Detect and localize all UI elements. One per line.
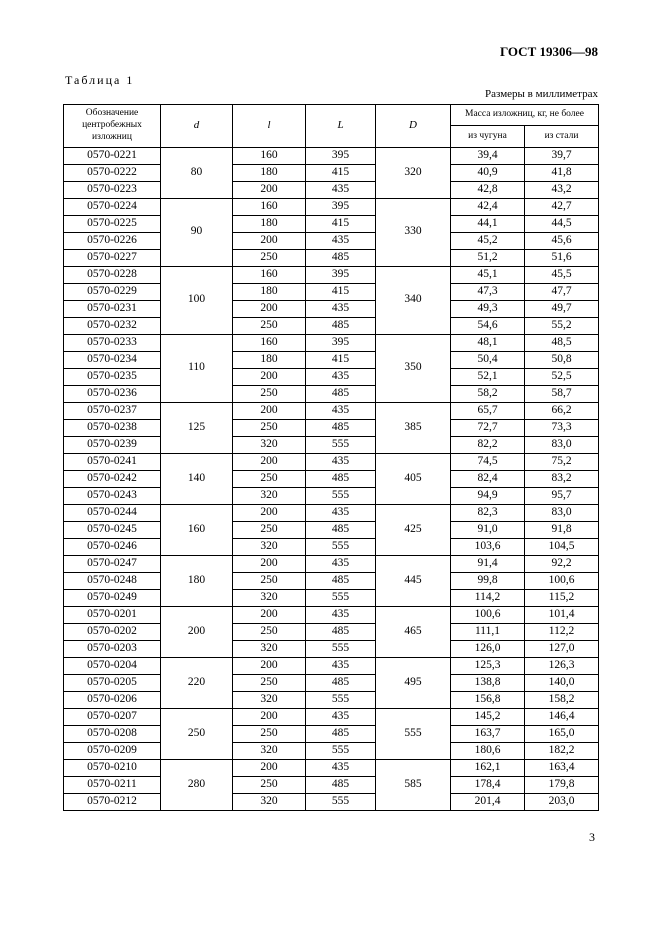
cell-mass-iron: 54,6	[451, 317, 525, 334]
table-row	[64, 351, 599, 368]
table-row	[64, 725, 599, 742]
cell-mass-iron: 201,4	[451, 793, 525, 810]
col-header-L: L	[306, 105, 376, 148]
cell-d: 220	[161, 657, 233, 708]
cell-d: 90	[161, 198, 233, 266]
cell-L: 435	[306, 453, 376, 470]
cell-designation: 0570-0231	[64, 300, 161, 317]
table-row	[64, 674, 599, 691]
cell-l: 250	[233, 385, 306, 402]
cell-mass-iron: 42,4	[451, 198, 525, 215]
table-row	[64, 640, 599, 657]
cell-designation: 0570-0202	[64, 623, 161, 640]
table-body	[64, 147, 599, 810]
cell-l: 250	[233, 470, 306, 487]
table-row	[64, 385, 599, 402]
table-row	[64, 606, 599, 623]
cell-designation: 0570-0224	[64, 198, 161, 215]
cell-L: 395	[306, 266, 376, 283]
col-header-designation: Обозначение центробежных изложниц	[64, 105, 161, 148]
table-row	[64, 215, 599, 232]
cell-mass-steel: 115,2	[525, 589, 599, 606]
cell-l: 320	[233, 640, 306, 657]
cell-l: 320	[233, 436, 306, 453]
cell-mass-steel: 44,5	[525, 215, 599, 232]
cell-l: 320	[233, 487, 306, 504]
cell-mass-iron: 91,4	[451, 555, 525, 572]
cell-mass-steel: 127,0	[525, 640, 599, 657]
cell-mass-iron: 42,8	[451, 181, 525, 198]
cell-D: 330	[376, 198, 451, 266]
cell-designation: 0570-0211	[64, 776, 161, 793]
cell-designation: 0570-0233	[64, 334, 161, 351]
cell-mass-iron: 156,8	[451, 691, 525, 708]
cell-l: 200	[233, 708, 306, 725]
cell-L: 485	[306, 521, 376, 538]
cell-L: 555	[306, 742, 376, 759]
cell-l: 180	[233, 351, 306, 368]
cell-L: 395	[306, 198, 376, 215]
cell-designation: 0570-0242	[64, 470, 161, 487]
cell-d: 100	[161, 266, 233, 334]
cell-L: 555	[306, 538, 376, 555]
col-header-mass-iron: из чугуна	[451, 126, 525, 147]
cell-mass-iron: 45,1	[451, 266, 525, 283]
cell-mass-iron: 138,8	[451, 674, 525, 691]
cell-mass-steel: 43,2	[525, 181, 599, 198]
table-row	[64, 300, 599, 317]
cell-mass-steel: 49,7	[525, 300, 599, 317]
cell-mass-iron: 48,1	[451, 334, 525, 351]
cell-designation: 0570-0205	[64, 674, 161, 691]
dimensions-table	[63, 104, 599, 811]
cell-mass-iron: 163,7	[451, 725, 525, 742]
cell-l: 250	[233, 249, 306, 266]
cell-l: 180	[233, 283, 306, 300]
cell-designation: 0570-0210	[64, 759, 161, 776]
cell-mass-steel: 83,0	[525, 504, 599, 521]
cell-mass-steel: 101,4	[525, 606, 599, 623]
cell-mass-iron: 51,2	[451, 249, 525, 266]
cell-designation: 0570-0248	[64, 572, 161, 589]
cell-D: 465	[376, 606, 451, 657]
cell-mass-steel: 91,8	[525, 521, 599, 538]
cell-l: 200	[233, 606, 306, 623]
table-caption: Таблица 1	[65, 73, 135, 87]
cell-l: 160	[233, 334, 306, 351]
col-header-d: d	[161, 105, 233, 148]
cell-designation: 0570-0221	[64, 147, 161, 164]
table-row	[64, 487, 599, 504]
cell-l: 160	[233, 147, 306, 164]
cell-D: 385	[376, 402, 451, 453]
cell-L: 485	[306, 674, 376, 691]
cell-L: 435	[306, 232, 376, 249]
cell-L: 485	[306, 572, 376, 589]
cell-mass-steel: 203,0	[525, 793, 599, 810]
cell-L: 435	[306, 402, 376, 419]
cell-d: 110	[161, 334, 233, 402]
cell-D: 340	[376, 266, 451, 334]
cell-L: 555	[306, 640, 376, 657]
cell-designation: 0570-0244	[64, 504, 161, 521]
table-row	[64, 283, 599, 300]
cell-mass-steel: 182,2	[525, 742, 599, 759]
cell-l: 250	[233, 776, 306, 793]
table-row	[64, 759, 599, 776]
cell-designation: 0570-0208	[64, 725, 161, 742]
cell-mass-iron: 178,4	[451, 776, 525, 793]
cell-mass-iron: 82,2	[451, 436, 525, 453]
table-row	[64, 555, 599, 572]
cell-mass-iron: 111,1	[451, 623, 525, 640]
cell-l: 250	[233, 674, 306, 691]
table-row	[64, 504, 599, 521]
table-row	[64, 589, 599, 606]
table-row	[64, 317, 599, 334]
cell-designation: 0570-0241	[64, 453, 161, 470]
cell-mass-iron: 145,2	[451, 708, 525, 725]
cell-d: 200	[161, 606, 233, 657]
cell-l: 200	[233, 453, 306, 470]
cell-l: 180	[233, 215, 306, 232]
cell-d: 125	[161, 402, 233, 453]
cell-designation: 0570-0209	[64, 742, 161, 759]
cell-L: 435	[306, 300, 376, 317]
cell-L: 415	[306, 351, 376, 368]
cell-l: 250	[233, 572, 306, 589]
table-row	[64, 198, 599, 215]
cell-d: 160	[161, 504, 233, 555]
table-row	[64, 164, 599, 181]
cell-mass-steel: 146,4	[525, 708, 599, 725]
table-row	[64, 436, 599, 453]
cell-D: 585	[376, 759, 451, 810]
table-row	[64, 232, 599, 249]
table-row	[64, 266, 599, 283]
cell-mass-steel: 45,5	[525, 266, 599, 283]
cell-designation: 0570-0239	[64, 436, 161, 453]
cell-d: 180	[161, 555, 233, 606]
cell-mass-steel: 52,5	[525, 368, 599, 385]
cell-mass-iron: 94,9	[451, 487, 525, 504]
cell-mass-iron: 72,7	[451, 419, 525, 436]
cell-L: 435	[306, 606, 376, 623]
cell-mass-iron: 103,6	[451, 538, 525, 555]
cell-designation: 0570-0204	[64, 657, 161, 674]
cell-D: 320	[376, 147, 451, 198]
cell-designation: 0570-0223	[64, 181, 161, 198]
cell-designation: 0570-0237	[64, 402, 161, 419]
cell-mass-iron: 114,2	[451, 589, 525, 606]
cell-D: 555	[376, 708, 451, 759]
cell-l: 200	[233, 368, 306, 385]
cell-d: 140	[161, 453, 233, 504]
cell-L: 415	[306, 215, 376, 232]
cell-designation: 0570-0243	[64, 487, 161, 504]
cell-designation: 0570-0203	[64, 640, 161, 657]
table-row	[64, 793, 599, 810]
cell-l: 200	[233, 232, 306, 249]
cell-L: 485	[306, 725, 376, 742]
cell-mass-iron: 180,6	[451, 742, 525, 759]
cell-mass-steel: 50,8	[525, 351, 599, 368]
cell-mass-steel: 165,0	[525, 725, 599, 742]
cell-mass-iron: 82,4	[451, 470, 525, 487]
cell-L: 485	[306, 470, 376, 487]
cell-L: 435	[306, 555, 376, 572]
cell-mass-steel: 73,3	[525, 419, 599, 436]
col-header-mass-steel: из стали	[525, 126, 599, 147]
cell-L: 485	[306, 776, 376, 793]
cell-designation: 0570-0222	[64, 164, 161, 181]
cell-mass-steel: 158,2	[525, 691, 599, 708]
cell-L: 555	[306, 589, 376, 606]
cell-designation: 0570-0234	[64, 351, 161, 368]
cell-designation: 0570-0236	[64, 385, 161, 402]
table-row	[64, 521, 599, 538]
cell-mass-iron: 65,7	[451, 402, 525, 419]
cell-L: 435	[306, 759, 376, 776]
cell-mass-iron: 125,3	[451, 657, 525, 674]
table-row	[64, 776, 599, 793]
cell-l: 320	[233, 538, 306, 555]
cell-L: 435	[306, 504, 376, 521]
col-header-D: D	[376, 105, 451, 148]
cell-mass-iron: 91,0	[451, 521, 525, 538]
cell-mass-iron: 50,4	[451, 351, 525, 368]
cell-L: 435	[306, 708, 376, 725]
table-row	[64, 708, 599, 725]
cell-l: 180	[233, 164, 306, 181]
cell-D: 445	[376, 555, 451, 606]
cell-mass-steel: 140,0	[525, 674, 599, 691]
cell-L: 485	[306, 385, 376, 402]
cell-mass-steel: 41,8	[525, 164, 599, 181]
cell-mass-iron: 162,1	[451, 759, 525, 776]
cell-mass-steel: 55,2	[525, 317, 599, 334]
cell-L: 555	[306, 793, 376, 810]
table-row	[64, 419, 599, 436]
table-row	[64, 147, 599, 164]
cell-mass-iron: 58,2	[451, 385, 525, 402]
cell-mass-iron: 126,0	[451, 640, 525, 657]
cell-mass-steel: 51,6	[525, 249, 599, 266]
cell-mass-iron: 99,8	[451, 572, 525, 589]
cell-mass-iron: 39,4	[451, 147, 525, 164]
table-header-row-1	[64, 105, 599, 126]
cell-designation: 0570-0238	[64, 419, 161, 436]
cell-L: 415	[306, 164, 376, 181]
cell-mass-steel: 83,2	[525, 470, 599, 487]
table-row	[64, 691, 599, 708]
cell-l: 200	[233, 657, 306, 674]
cell-l: 200	[233, 402, 306, 419]
cell-mass-iron: 74,5	[451, 453, 525, 470]
table-row	[64, 742, 599, 759]
cell-mass-steel: 47,7	[525, 283, 599, 300]
cell-l: 200	[233, 504, 306, 521]
cell-L: 395	[306, 147, 376, 164]
cell-l: 320	[233, 691, 306, 708]
table-row	[64, 453, 599, 470]
cell-mass-steel: 163,4	[525, 759, 599, 776]
cell-L: 485	[306, 249, 376, 266]
cell-designation: 0570-0207	[64, 708, 161, 725]
cell-designation: 0570-0235	[64, 368, 161, 385]
cell-l: 200	[233, 759, 306, 776]
cell-mass-steel: 48,5	[525, 334, 599, 351]
cell-L: 485	[306, 623, 376, 640]
table-row	[64, 334, 599, 351]
cell-mass-steel: 95,7	[525, 487, 599, 504]
page-number: 3	[589, 830, 595, 844]
cell-mass-iron: 82,3	[451, 504, 525, 521]
table-row	[64, 181, 599, 198]
table-header	[64, 105, 599, 148]
cell-l: 250	[233, 521, 306, 538]
table-row	[64, 470, 599, 487]
cell-mass-steel: 39,7	[525, 147, 599, 164]
cell-mass-iron: 49,3	[451, 300, 525, 317]
cell-L: 435	[306, 657, 376, 674]
cell-designation: 0570-0247	[64, 555, 161, 572]
cell-mass-iron: 47,3	[451, 283, 525, 300]
cell-L: 485	[306, 419, 376, 436]
col-header-mass: Масса изложниц, кг, не более	[451, 105, 599, 126]
cell-l: 160	[233, 266, 306, 283]
cell-mass-steel: 126,3	[525, 657, 599, 674]
cell-designation: 0570-0212	[64, 793, 161, 810]
cell-d: 80	[161, 147, 233, 198]
col-header-l: l	[233, 105, 306, 148]
cell-mass-steel: 100,6	[525, 572, 599, 589]
cell-L: 435	[306, 181, 376, 198]
cell-mass-steel: 83,0	[525, 436, 599, 453]
cell-L: 555	[306, 487, 376, 504]
table-row	[64, 572, 599, 589]
cell-l: 200	[233, 300, 306, 317]
cell-d: 280	[161, 759, 233, 810]
cell-mass-steel: 66,2	[525, 402, 599, 419]
cell-designation: 0570-0228	[64, 266, 161, 283]
cell-l: 200	[233, 181, 306, 198]
cell-designation: 0570-0246	[64, 538, 161, 555]
cell-l: 320	[233, 793, 306, 810]
cell-mass-iron: 40,9	[451, 164, 525, 181]
cell-mass-steel: 75,2	[525, 453, 599, 470]
cell-mass-iron: 100,6	[451, 606, 525, 623]
cell-mass-steel: 112,2	[525, 623, 599, 640]
cell-D: 405	[376, 453, 451, 504]
cell-l: 160	[233, 198, 306, 215]
table-row	[64, 368, 599, 385]
cell-mass-steel: 58,7	[525, 385, 599, 402]
cell-mass-steel: 104,5	[525, 538, 599, 555]
cell-d: 250	[161, 708, 233, 759]
cell-L: 555	[306, 691, 376, 708]
cell-designation: 0570-0245	[64, 521, 161, 538]
cell-l: 320	[233, 589, 306, 606]
cell-L: 485	[306, 317, 376, 334]
cell-D: 425	[376, 504, 451, 555]
cell-L: 415	[306, 283, 376, 300]
cell-l: 250	[233, 623, 306, 640]
cell-designation: 0570-0201	[64, 606, 161, 623]
cell-l: 250	[233, 317, 306, 334]
cell-D: 350	[376, 334, 451, 402]
cell-mass-steel: 92,2	[525, 555, 599, 572]
cell-l: 320	[233, 742, 306, 759]
cell-designation: 0570-0227	[64, 249, 161, 266]
cell-L: 435	[306, 368, 376, 385]
cell-mass-steel: 42,7	[525, 198, 599, 215]
cell-l: 250	[233, 419, 306, 436]
cell-mass-steel: 179,8	[525, 776, 599, 793]
units-note: Размеры в миллиметрах	[485, 88, 598, 100]
cell-designation: 0570-0232	[64, 317, 161, 334]
cell-designation: 0570-0225	[64, 215, 161, 232]
doc-number: ГОСТ 19306—98	[499, 44, 598, 59]
cell-designation: 0570-0206	[64, 691, 161, 708]
cell-L: 555	[306, 436, 376, 453]
cell-l: 250	[233, 725, 306, 742]
table-row	[64, 402, 599, 419]
cell-mass-steel: 45,6	[525, 232, 599, 249]
cell-mass-iron: 44,1	[451, 215, 525, 232]
table-row	[64, 538, 599, 555]
cell-mass-iron: 52,1	[451, 368, 525, 385]
cell-D: 495	[376, 657, 451, 708]
table-row	[64, 249, 599, 266]
table-row	[64, 657, 599, 674]
cell-mass-iron: 45,2	[451, 232, 525, 249]
cell-designation: 0570-0249	[64, 589, 161, 606]
cell-L: 395	[306, 334, 376, 351]
cell-designation: 0570-0226	[64, 232, 161, 249]
cell-designation: 0570-0229	[64, 283, 161, 300]
cell-l: 200	[233, 555, 306, 572]
table-row	[64, 623, 599, 640]
